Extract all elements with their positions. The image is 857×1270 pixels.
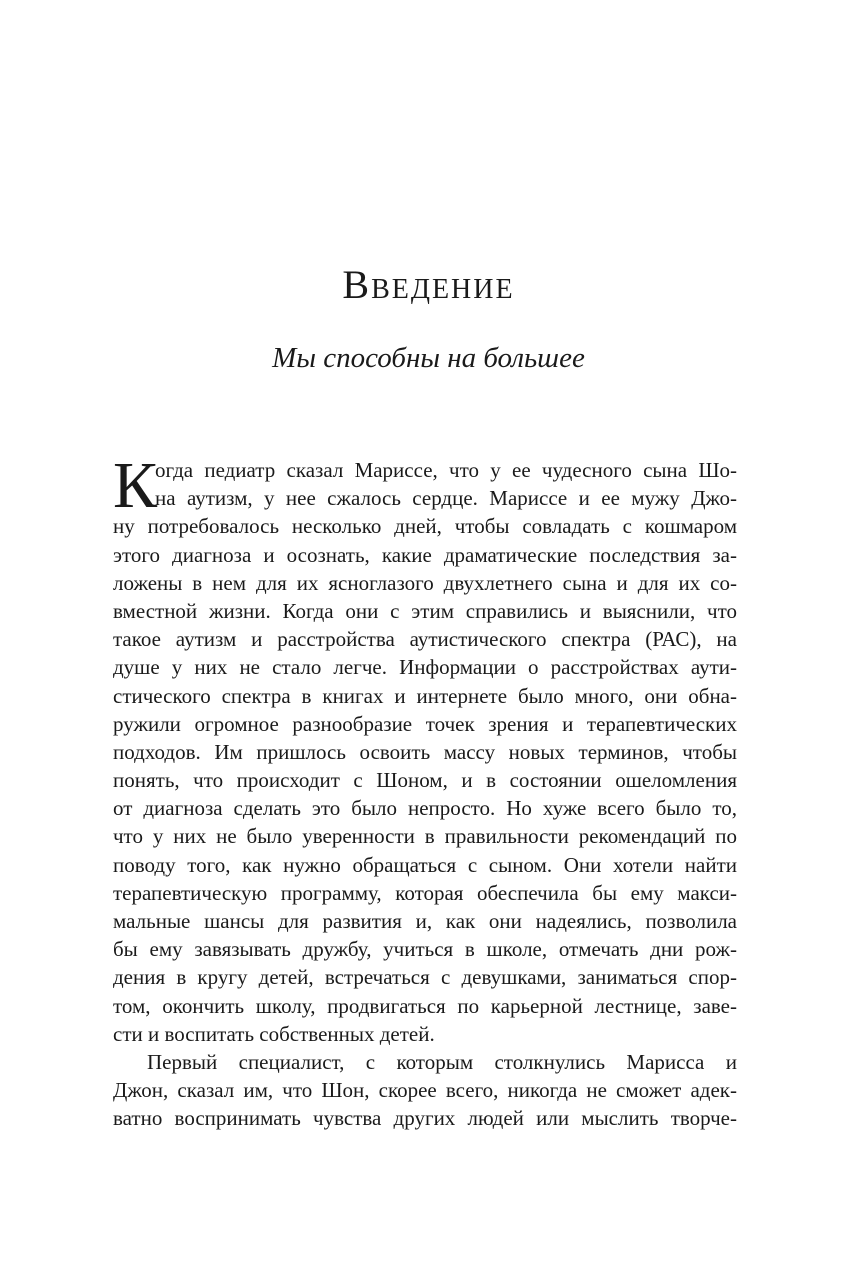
- text-line: ну потребовалось несколько дней, чтобы совладать с кошмаром: [113, 514, 737, 539]
- text-line: ложены в нем для их ясноглазого двухлетнего сына и для их со-: [113, 570, 737, 595]
- text-line: мальные шансы для развития и, как они надеялись, позволила: [113, 909, 737, 933]
- text-line: бы ему завязывать дружбу, учиться в школе, отмечать дни рож-: [113, 937, 737, 962]
- text-line: душе у них не стало легче. Информации о расстройствах аути-: [113, 655, 737, 680]
- text-line: подходов. Им пришлось освоить массу новых терминов, чтобы: [113, 739, 737, 764]
- text-line: ружили огромное разнообразие точек зрения и терапевтических: [113, 711, 737, 736]
- text-line: от диагноза сделать это было непросто. Но хуже всего было то,: [113, 796, 737, 821]
- text-line: на аутизм, у нее сжалось сердце. Мариссе и ее мужу Джо-: [155, 486, 737, 511]
- text-line: поводу того, как нужно обращаться с сыном. Они хотели найти: [113, 852, 737, 877]
- text-line: огда педиатр сказал Мариссе, что у ее чудесного сына Шо-: [155, 458, 737, 482]
- paragraph-1: [113, 449, 737, 1048]
- drop-cap: К: [113, 449, 158, 522]
- text-line: вместной жизни. Когда они с этим справились и выяснили, что: [113, 598, 737, 623]
- chapter-title: Введение: [342, 262, 515, 307]
- text-line: сти и воспитать собственных детей.: [113, 1021, 435, 1046]
- text-line: стического спектра в книгах и интернете было много, они обна-: [113, 683, 737, 708]
- text-line: терапевтическую программу, которая обеспечила бы ему макси-: [113, 880, 737, 905]
- text-line: что у них не было уверенности в правильности рекомендаций по: [113, 824, 737, 849]
- text-line: ватно воспринимать чувства других людей или мыслить творче-: [113, 1106, 737, 1131]
- chapter-subtitle: Мы способны на большее: [272, 342, 585, 374]
- paragraph-2: [113, 1048, 737, 1133]
- text-line: дения в кругу детей, встречаться с девушками, заниматься спор-: [113, 965, 737, 990]
- text-line: Джон, сказал им, что Шон, скорее всего, никогда не сможет адек-: [113, 1078, 737, 1103]
- text-line: этого диагноза и осознать, какие драматические последствия за-: [113, 542, 737, 567]
- body-text: [113, 449, 737, 1133]
- text-line: Первый специалист, с которым столкнулись Марисса и: [147, 1049, 737, 1074]
- text-line: понять, что происходит с Шоном, и в состоянии ошеломления: [113, 768, 737, 793]
- text-line: такое аутизм и расстройства аутистического спектра (РАС), на: [113, 627, 737, 652]
- text-line: том, окончить школу, продвигаться по карьерной лестнице, заве-: [113, 993, 737, 1018]
